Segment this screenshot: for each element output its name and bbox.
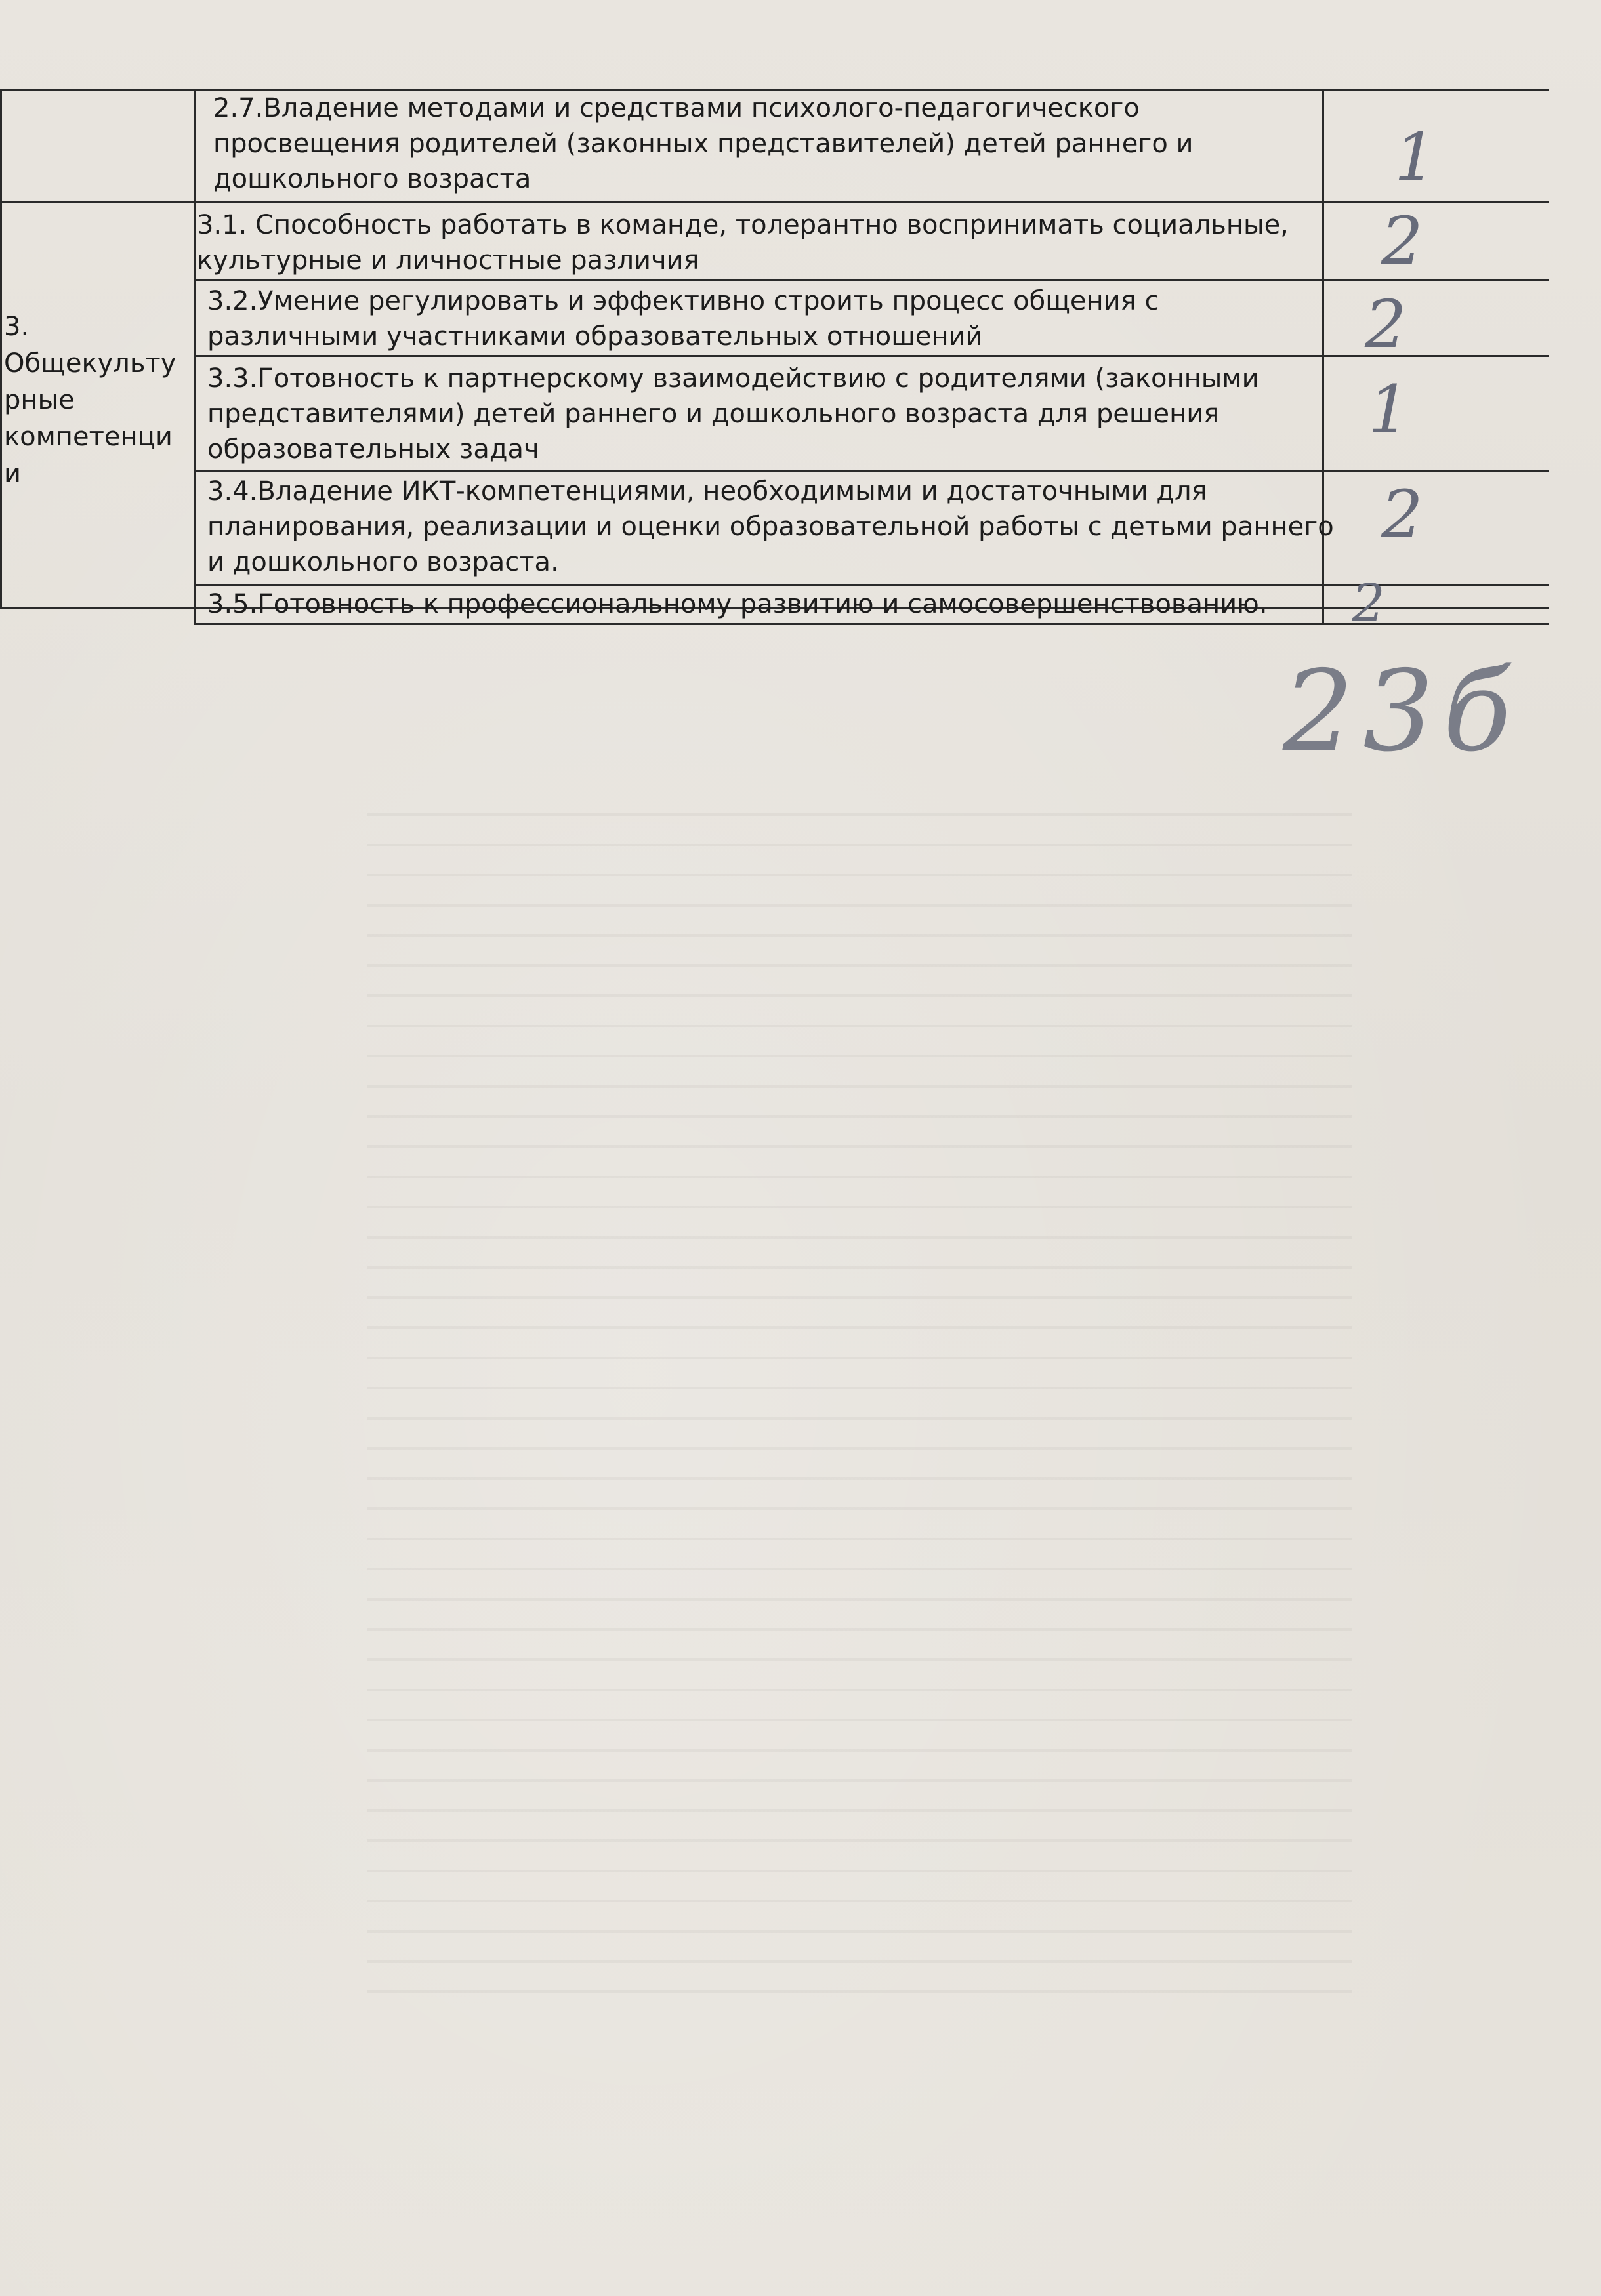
group-label-line: и xyxy=(4,459,21,489)
row-3-3-line: представителями) детей раннего и дошкольного возраста для решения xyxy=(207,399,1220,429)
row-2-7-line: 2.7.Владение методами и средствами психолого-педагогического xyxy=(213,93,1140,123)
score-2-7: 1 xyxy=(1394,119,1436,195)
table-rule xyxy=(0,201,1549,203)
row-3-3-line: образовательных задач xyxy=(207,434,539,464)
score-3-4: 2 xyxy=(1381,476,1423,553)
score-3-5: 2 xyxy=(1352,573,1385,634)
group-label-general-cultural xyxy=(4,308,194,492)
group-label-line: Общекульту xyxy=(4,348,177,379)
row-2-7-line: дошкольного возраста xyxy=(213,164,531,194)
row-3-4-line: планирования, реализации и оценки образовательной работы с детьми раннего xyxy=(207,512,1334,542)
row-3-4-line: 3.4.Владение ИКТ-компетенциями, необходимыми и достаточными для xyxy=(207,476,1207,506)
row-3-5-line: 3.5.Готовность к профессиональному развитию и самосовершенствованию. xyxy=(207,589,1268,619)
row-3-1-line: 3.1. Способность работать в команде, толерантно воспринимать социальные, xyxy=(197,210,1289,240)
table-rule xyxy=(194,355,1549,357)
score-3-1: 2 xyxy=(1381,203,1423,279)
table-rule xyxy=(0,89,2,608)
bleed-through-text xyxy=(367,813,1352,1994)
row-3-3-line: 3.3.Готовность к партнерскому взаимодействию с родителями (законными xyxy=(207,363,1259,394)
row-3-2-line: 3.2.Умение регулировать и эффективно строить процесс общения с xyxy=(207,286,1159,316)
table-rule xyxy=(194,470,1549,472)
table-rule xyxy=(194,89,196,625)
table-rule xyxy=(194,279,1549,281)
table-rule xyxy=(194,623,1549,625)
group-label-line: компетенци xyxy=(4,422,173,452)
group-label-line: 3. xyxy=(4,312,30,342)
score-3-3: 1 xyxy=(1368,371,1410,448)
row-3-4-line: и дошкольного возраста. xyxy=(207,547,559,577)
total-score-handwritten: 23б xyxy=(1283,647,1521,777)
row-3-1-line: культурные и личностные различия xyxy=(197,245,699,276)
score-3-2: 2 xyxy=(1365,286,1407,363)
row-2-7-line: просвещения родителей (законных представителей) детей раннего и xyxy=(213,129,1194,159)
row-3-2-line: различными участниками образовательных отношений xyxy=(207,321,983,352)
group-label-line: рные xyxy=(4,385,75,415)
